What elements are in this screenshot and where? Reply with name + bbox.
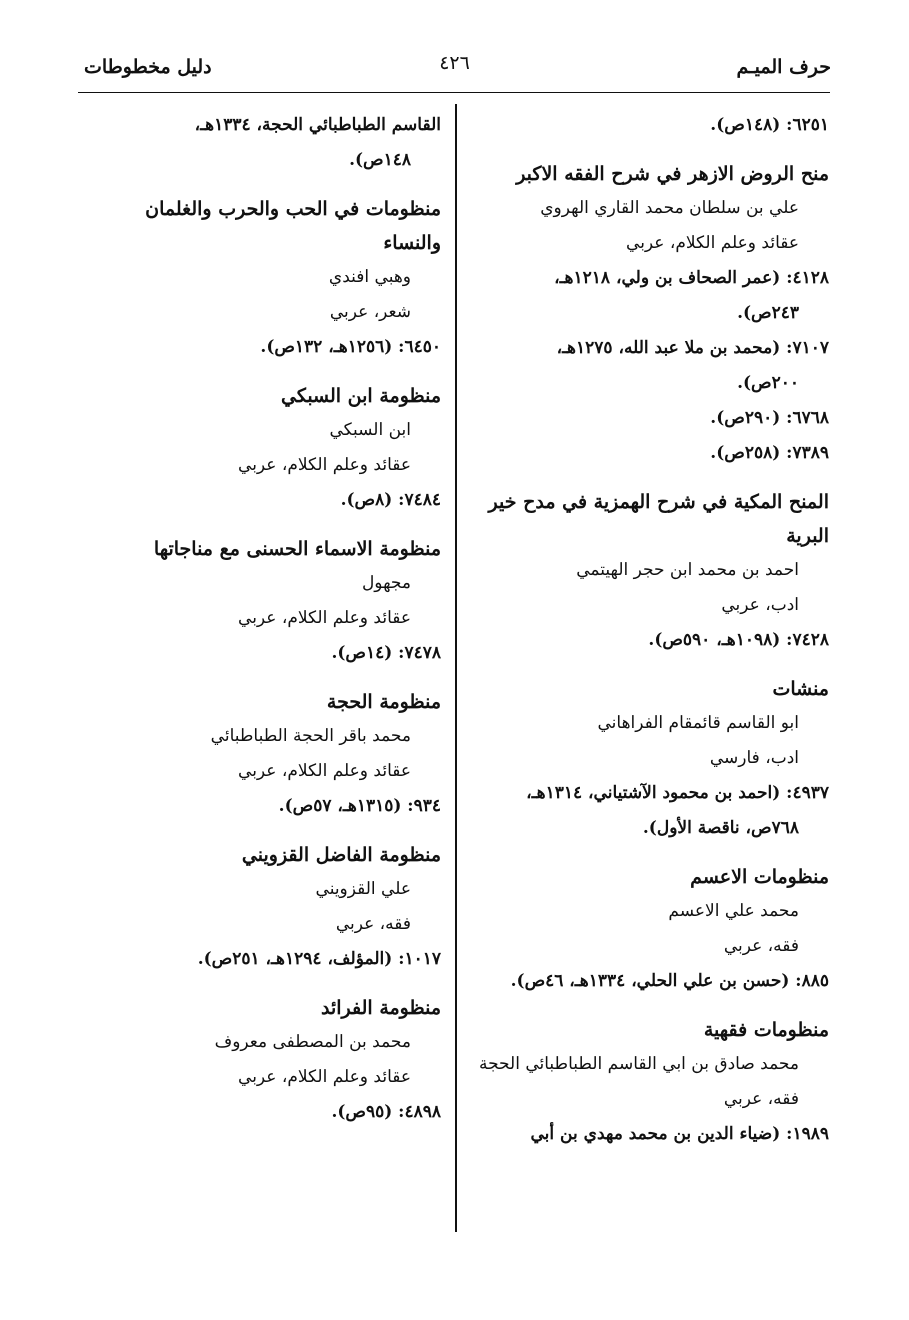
page-header [0, 52, 909, 92]
catalog-entry [81, 838, 441, 977]
entry-title: منظومة الفاضل القزويني [241, 844, 441, 866]
catalog-entry [81, 379, 441, 518]
manuscript-reference: ٨٨٥: (حسن بن علي الحلي، ١٣٣٤هـ، ٤٦ص). [510, 971, 829, 991]
entry-title: منظومة الفرائد [321, 997, 441, 1019]
manuscript-reference: ٧١٠٧: (محمد بن ملا عبد الله، ١٢٧٥هـ، [556, 338, 829, 358]
manuscript-reference: ٩٣٤: (١٣١٥هـ، ٥٧ص). [278, 796, 441, 816]
manuscript-reference: القاسم الطباطبائي الحجة، ١٣٣٤هـ، [194, 115, 441, 135]
entry-subject: عقائد وعلم الكلام، عربي [626, 233, 799, 253]
catalog-entry [469, 1013, 829, 1152]
left-column [81, 108, 441, 1144]
entry-subject: فقه، عربي [723, 1089, 799, 1109]
entry-subject: ادب، فارسي [709, 748, 799, 768]
right-column [469, 108, 829, 1166]
entry-author: علي بن سلطان محمد القاري الهروي [540, 198, 799, 218]
entry-subject: عقائد وعلم الكلام، عربي [238, 761, 411, 781]
entry-author: احمد بن محمد ابن حجر الهيتمي [576, 560, 799, 580]
manuscript-reference-continuation: ٧٦٨ص، ناقصة الأول). [642, 818, 799, 838]
entry-author: ابن السبكي [329, 420, 411, 440]
header-book-title: دليل مخطوطات [84, 56, 212, 78]
entry-subject: عقائد وعلم الكلام، عربي [238, 455, 411, 475]
manuscript-reference: ٧٤٢٨: (١٠٩٨هـ، ٥٩٠ص). [648, 630, 829, 650]
entry-title: منظومات الاعسم [690, 866, 829, 888]
entry-subject: عقائد وعلم الكلام، عربي [238, 608, 411, 628]
entry-author: محمد صادق بن ابي القاسم الطباطبائي الحجة [478, 1054, 799, 1074]
manuscript-reference: ٤٩٣٧: (احمد بن محمود الآشتياني، ١٣١٤هـ، [526, 783, 829, 803]
entry-author: محمد علي الاعسم [668, 901, 799, 921]
entry-author: علي القزويني [315, 879, 411, 899]
entry-author: ابو القاسم قائمقام الفراهاني [597, 713, 799, 733]
manuscript-reference: ٧٤٧٨: (١٤ص). [331, 643, 441, 663]
entry-subject: شعر، عربي [329, 302, 411, 322]
manuscript-reference: ٤١٢٨: (عمر الصحاف بن ولي، ١٢١٨هـ، [554, 268, 829, 288]
manuscript-reference: ٦٧٦٨: (٢٩٠ص). [710, 408, 829, 428]
catalog-entry [469, 672, 829, 846]
manuscript-reference: ٦٤٥٠: (١٢٥٦هـ، ١٣٢ص). [260, 337, 441, 357]
catalog-entry [469, 108, 829, 143]
entry-author: محمد باقر الحجة الطباطبائي [210, 726, 411, 746]
entry-title: منظومة الحجة [326, 691, 441, 713]
manuscript-reference: ١٩٨٩: (ضياء الدين بن محمد مهدي بن أبي [530, 1124, 829, 1144]
column-divider [455, 104, 457, 1232]
catalog-entry [469, 860, 829, 999]
entry-title: منح الروض الازهر في شرح الفقه الاكبر [516, 163, 829, 185]
manuscript-reference: ٧٣٨٩: (٢٥٨ص). [710, 443, 829, 463]
entry-title: منظومة ابن السبكي [280, 385, 441, 407]
entry-title: منشات [772, 678, 829, 700]
manuscript-reference-continuation: ٢٤٣ص). [737, 303, 799, 323]
header-rule [78, 92, 830, 93]
catalog-entry [81, 532, 441, 671]
entry-title: منظومات فقهية [703, 1019, 829, 1041]
manuscript-reference: ٤٨٩٨: (٩٥ص). [331, 1102, 441, 1122]
catalog-entry [469, 157, 829, 471]
page-number: ٤٢٦ [439, 52, 470, 74]
manuscript-reference-continuation: ١٤٨ص). [349, 150, 411, 170]
manuscript-reference: ٦٢٥١: (١٤٨ص). [710, 115, 829, 135]
entry-subject: عقائد وعلم الكلام، عربي [238, 1067, 411, 1087]
entry-subject: ادب، عربي [721, 595, 799, 615]
catalog-entry [81, 685, 441, 824]
manuscript-reference-continuation: ٢٠٠ص). [737, 373, 799, 393]
entry-title: منظومات في الحب والحرب والغلمان والنساء [145, 198, 441, 254]
entry-author: وهبي افندي [328, 267, 411, 287]
catalog-entry [81, 192, 441, 365]
entry-subject: فقه، عربي [723, 936, 799, 956]
entry-title: منظومة الاسماء الحسنى مع مناجاتها [153, 538, 441, 560]
entry-title: المنح المكية في شرح الهمزية في مدح خير البرية [488, 491, 829, 547]
entry-author: محمد بن المصطفى معروف [214, 1032, 411, 1052]
manuscript-reference: ١٠١٧: (المؤلف، ١٢٩٤هـ، ٢٥١ص). [197, 949, 441, 969]
entry-author: مجهول [361, 573, 411, 593]
catalog-entry [81, 991, 441, 1130]
header-section-title: حرف الميـم [736, 56, 831, 78]
entry-subject: فقه، عربي [335, 914, 411, 934]
catalog-entry [469, 485, 829, 658]
manuscript-reference: ٧٤٨٤: (٨ص). [340, 490, 441, 510]
catalog-entry [81, 108, 441, 178]
